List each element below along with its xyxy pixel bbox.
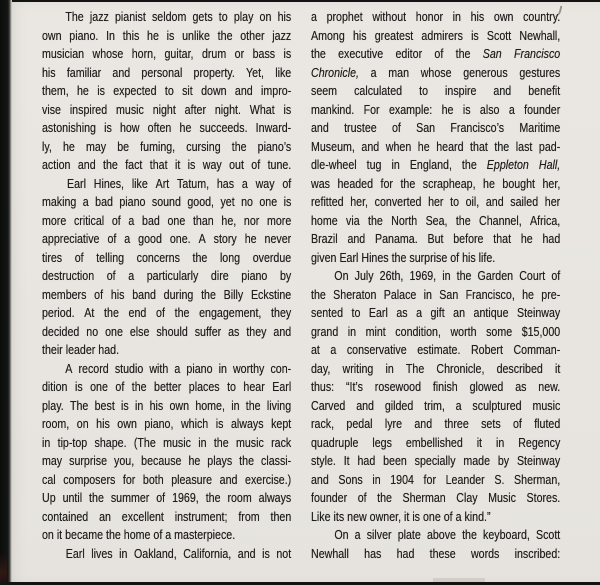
text-line: may surprise you, because he plays the classi- xyxy=(42,453,292,468)
text-line: home via the North Sea, the Channel, Africa, xyxy=(311,212,561,228)
text-line: dle-wheel tug in England, the Eppleton Hall, xyxy=(311,157,561,172)
text-line: more critical of a bad one than he, nor more xyxy=(42,212,292,228)
text-line: grand in mint condition, worth some $15,000 xyxy=(311,323,561,339)
text-line: astonishing is how often he succeeds. Inward- xyxy=(42,120,292,135)
text-line: rack, pedal lyre and three sets of fluted xyxy=(311,416,561,431)
text-line: tires of telling concerns the long overdue xyxy=(42,249,292,265)
text-line: thus: “It’s rosewood finish glowed as new. xyxy=(311,379,561,394)
paragraph xyxy=(311,526,560,563)
text-line: in tip-top shape. (The music in the music rack xyxy=(42,434,292,450)
text-line: appreciative of a good one. A story he never xyxy=(42,231,292,246)
text-line: mankind. For example: he is also a founder xyxy=(311,101,561,117)
text-line: Earl Hines, like Art Tatum, has a way of xyxy=(42,175,291,194)
text-line: On a silver plate above the keyboard, Scott xyxy=(311,526,560,545)
paragraph xyxy=(311,267,560,526)
text-line: members of his band during the Billy Eckstine xyxy=(42,286,292,302)
text-line: Brazil and Panama. But before that he had xyxy=(311,231,561,246)
text-line: at a conservative estimate. Robert Comman- xyxy=(311,342,561,357)
paragraph xyxy=(42,175,291,360)
text-line: contained an excellent instrument; from then xyxy=(42,508,292,524)
spine-bottom-mark xyxy=(0,553,7,585)
paragraph-indent xyxy=(42,545,59,564)
text-line: The jazz pianist seldom gets to play on his xyxy=(42,8,291,27)
paragraph-indent xyxy=(42,175,59,194)
text-line: destruction of a particularly dire piano by xyxy=(42,268,292,283)
text-line: and trustee of San Francisco’s Maritime xyxy=(311,120,561,135)
page-top-edge xyxy=(0,0,600,2)
paragraph xyxy=(311,8,560,267)
text-line: style. It had been specially made by Steinway xyxy=(311,453,561,468)
paragraph-indent xyxy=(311,267,328,286)
text-line: On July 26th, 1969, in the Garden Court of xyxy=(311,267,560,286)
text-line: Like its new owner, it is one of a kind.” xyxy=(311,508,491,524)
text-line: the Sheraton Palace in San Francisco, he pre- xyxy=(311,286,561,302)
text-line: Earl lives in Oakland, California, and is not xyxy=(42,545,291,564)
book-spine-shadow xyxy=(0,0,12,585)
text-line: room, on his own piano, which is always kept xyxy=(42,416,292,431)
text-line: refitted her, converted her to oil, and sailed her xyxy=(311,194,561,209)
text-line: and Sons in 1904 for Leander S. Sherman, xyxy=(311,471,561,487)
text-line: given Earl Hines the surprise of his life. xyxy=(311,249,496,265)
text-line: Museum, and when he heard that the last pad- xyxy=(311,138,561,154)
paragraph xyxy=(42,360,291,545)
text-line: their leader had. xyxy=(42,342,120,357)
text-line: period. At the end of the engagement, they xyxy=(42,305,292,320)
text-line: musician whose horn, guitar, drum or bass is xyxy=(42,46,292,61)
paragraph xyxy=(42,545,291,564)
paragraph xyxy=(42,8,291,175)
text-line: Among his greatest admirers is Scott Newhall, xyxy=(311,27,561,43)
text-line: ly, he may be fuming, cursing the piano’s xyxy=(42,138,292,154)
text-line: a prophet without honor in his own country. xyxy=(311,9,561,24)
paragraph-indent xyxy=(42,360,59,379)
text-line: cal composers for both pleasure and exercise.) xyxy=(42,471,292,487)
text-line: Up until the summer of 1969, the room always xyxy=(42,490,292,505)
text-line: sented to Earl as a gift an antique Steinway xyxy=(311,305,561,320)
right-text-column xyxy=(311,8,560,563)
text-line: quadruple legs embellished it in Regency xyxy=(311,434,561,450)
text-line: was headed for the scrapheap, he bought her, xyxy=(311,175,561,191)
text-line: them, he is expected to sit down and impro- xyxy=(42,83,292,98)
text-line: his familiar and personal property. Yet, like xyxy=(42,64,292,80)
text-line: making a bad piano sound good, yet no one is xyxy=(42,194,292,209)
text-line: Chronicle, a man whose generous gestures xyxy=(311,64,561,80)
text-line: seem calculated to inspire and benefit xyxy=(311,83,561,98)
text-line: Newhall has had these words inscribed: xyxy=(311,545,561,561)
paragraph-indent xyxy=(311,526,328,545)
text-line: action and the fact that it is way out of tune. xyxy=(42,157,292,172)
text-line: vise inspired music night after night. What is xyxy=(42,101,292,117)
text-line: own piano. In this he is unlike the other jazz xyxy=(42,27,292,43)
text-line: dition is one of the better places to hear Earl xyxy=(42,379,292,394)
text-line: decided no one else should suffer as they and xyxy=(42,323,292,339)
text-line: on it became the home of a masterpiece. xyxy=(42,527,236,542)
text-line: the executive editor of the San Francisco xyxy=(311,46,561,61)
text-line: founder of the Sherman Clay Music Stores. xyxy=(311,490,561,505)
text-line: day, writing in The Chronicle, described it xyxy=(311,360,561,376)
paragraph-indent xyxy=(42,8,59,27)
text-line: play. The best is in his own home, in the living xyxy=(42,397,292,413)
text-line: Carved and gilded trim, a sculptured music xyxy=(311,397,561,413)
text-line: A record studio with a piano in worthy con- xyxy=(42,360,291,379)
left-text-column xyxy=(42,8,291,563)
